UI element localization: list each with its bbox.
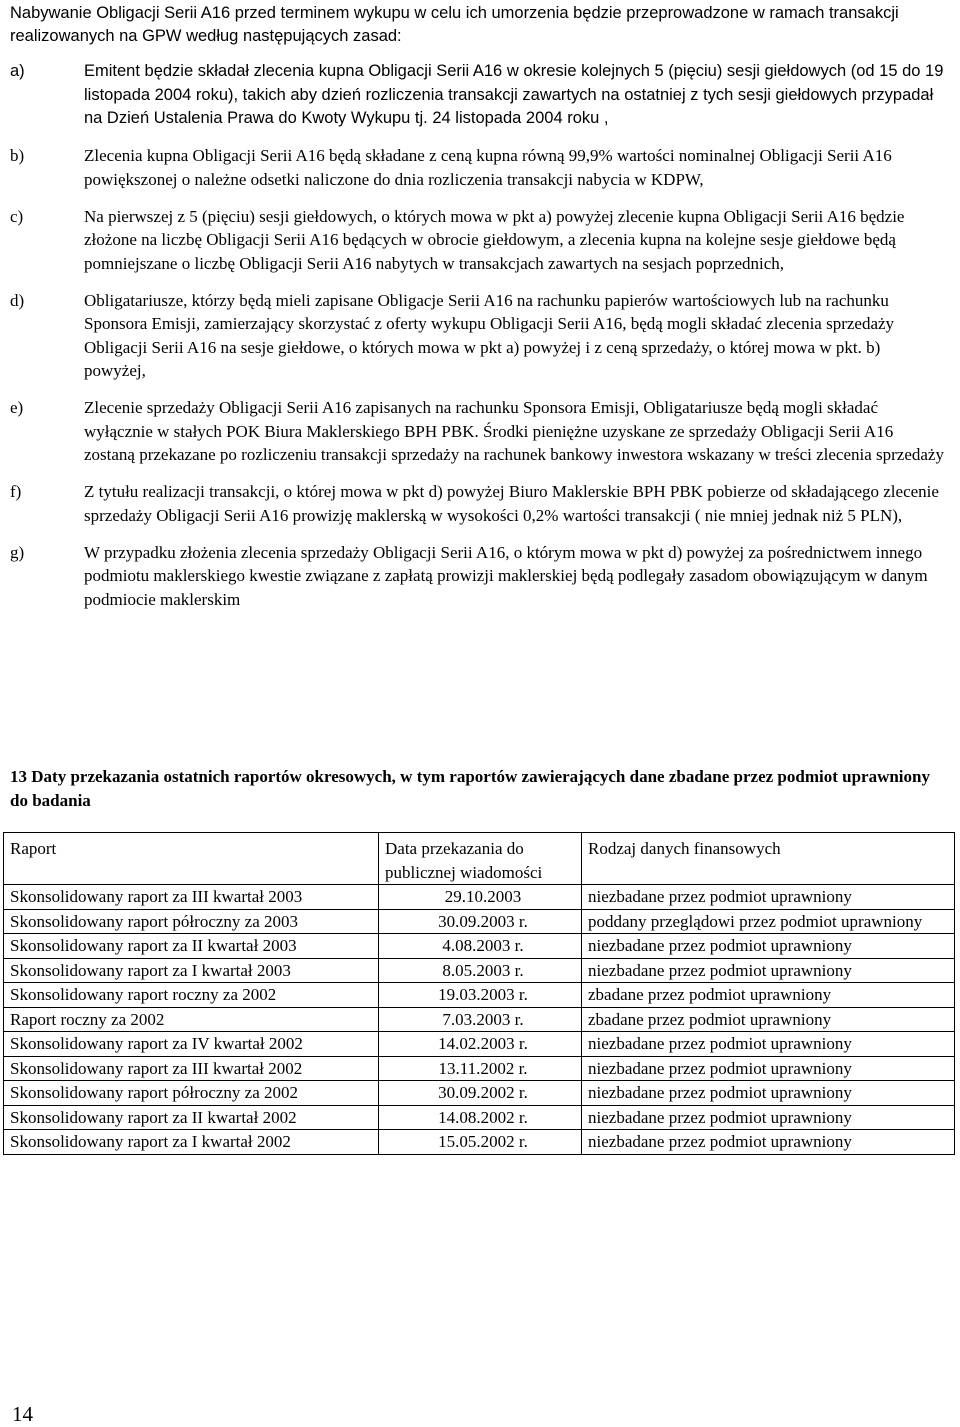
section-heading: 13 Daty przekazania ostatnich raportów okresowych, w tym raportów zawierających dane zbadane przez podmiot uprawniony do badania: [10, 767, 930, 810]
table-cell: 29.10.2003: [379, 885, 582, 910]
table-cell: poddany przeglądowi przez podmiot uprawniony: [582, 909, 955, 934]
table-row: [4, 934, 955, 959]
table-cell: zbadane przez podmiot uprawniony: [582, 1007, 955, 1032]
table-row: [4, 983, 955, 1008]
list-item-text: Obligatariusze, którzy będą mieli zapisane Obligacje Serii A16 na rachunku papierów wartościowych lub na rachunku Sponsora Emisji, zamierzający skorzystać z oferty wykupu Obligacji Serii A16, będą mogli składać zlecenia sprzedaży Obligacji Serii A16 na sesje giełdowe, o których mowa w pkt a) powyżej i z ceną sprzedaży, o której mowa w pkt. b) powyżej,: [84, 290, 895, 380]
table-cell: niezbadane przez podmiot uprawniony: [582, 1105, 955, 1130]
table-cell: 8.05.2003 r.: [379, 958, 582, 983]
table-cell: 15.05.2002 r.: [379, 1130, 582, 1155]
table-cell: niezbadane przez podmiot uprawniony: [582, 1032, 955, 1057]
table-header-cell: Raport: [4, 833, 379, 885]
table-header-cell: Data przekazania do publicznej wiadomości: [379, 833, 582, 885]
list-item-text: Z tytułu realizacji transakcji, o której mowa w pkt d) powyżej Biuro Maklerskie BPH PBK pobierze od składającego zlecenie sprzedaży Obligacji Serii A16 prowizję maklerską w wysokości 0,2% wartości transakcji ( nie mniej jednak niż 5 PLN),: [84, 482, 939, 525]
list-item: [10, 60, 945, 131]
table-cell: Skonsolidowany raport za II kwartał 2002: [4, 1105, 379, 1130]
list-item: [10, 289, 945, 383]
table-cell: niezbadane przez podmiot uprawniony: [582, 1081, 955, 1106]
page-number: 14: [12, 1402, 33, 1426]
list-item: [10, 396, 945, 467]
table-row: [4, 885, 955, 910]
list-item-text: W przypadku złożenia zlecenia sprzedaży Obligacji Serii A16, o którym mowa w pkt d) powyżej za pośrednictwem innego podmiotu maklerskiego kwestie związane z zapłatą prowizji maklerskiej będą podlegały zasadom obowiązującym w danym podmiocie maklerskim: [84, 542, 928, 609]
table-cell: 7.03.2003 r.: [379, 1007, 582, 1032]
list-item-letter: a): [10, 62, 25, 80]
table-cell: 30.09.2003 r.: [379, 909, 582, 934]
table-cell: zbadane przez podmiot uprawniony: [582, 983, 955, 1008]
table-header-cell: Rodzaj danych finansowych: [582, 833, 955, 885]
table-cell: 30.09.2002 r.: [379, 1081, 582, 1106]
list-item-text: Zlecenie sprzedaży Obligacji Serii A16 zapisanych na rachunku Sponsora Emisji, Obligatariusze będą mogli składać wyłącznie w stałych POK Biura Maklerskiego BPH PBK. Środki pieniężne uzyskane ze sprzedaży Obligacji Serii A16 zostaną przekazane po rozliczeniu transakcji sprzedaży na rachunek bankowy inwestora wskazany w treści zlecenia sprzedaży: [84, 398, 944, 464]
list-item: [10, 144, 945, 191]
table-cell: 4.08.2003 r.: [379, 934, 582, 959]
table-row: [4, 1105, 955, 1130]
list-item-letter: g): [10, 542, 25, 562]
list-item-text: Emitent będzie składał zlecenia kupna Obligacji Serii A16 w okresie kolejnych 5 (pięciu) sesji giełdowych (od 15 do 19 listopada 2004 roku), takich aby dzień rozliczenia transakcji zawartych na ostatniej z tych sesji giełdowych przypadał na Dzień Ustalenia Prawa do Kwoty Wykupu tj. 24 listopada 2004 roku ,: [84, 62, 944, 127]
list-item-text: Na pierwszej z 5 (pięciu) sesji giełdowych, o których mowa w pkt a) powyżej zlecenie kupna Obligacji Serii A16 będzie złożone na liczbę Obligacji Serii A16 będących w obrocie giełdowym, a zlecenia kupna na kolejne sesje giełdowe będą pomniejszane o liczbę Obligacji Serii A16 nabytych w transakcjach zawartych na sesjach poprzednich,: [84, 206, 905, 273]
list-item-text: Zlecenia kupna Obligacji Serii A16 będą składane z ceną kupna równą 99,9% wartości nominalnej Obligacji Serii A16 powiększonej o należne odsetki naliczone do dnia rozliczenia transakcji nabycia w KDPW,: [84, 146, 892, 189]
table-cell: niezbadane przez podmiot uprawniony: [582, 1130, 955, 1155]
table-cell: 19.03.2003 r.: [379, 983, 582, 1008]
table-cell: niezbadane przez podmiot uprawniony: [582, 1056, 955, 1081]
table-cell: Skonsolidowany raport roczny za 2002: [4, 983, 379, 1008]
reports-table: [3, 832, 955, 1155]
table-cell: 13.11.2002 r.: [379, 1056, 582, 1081]
table-cell: Skonsolidowany raport za I kwartał 2002: [4, 1130, 379, 1155]
list-item-letter: e): [10, 398, 24, 417]
list-item: [10, 480, 945, 527]
rules-list: [10, 60, 945, 625]
table-cell: niezbadane przez podmiot uprawniony: [582, 934, 955, 959]
list-item: [10, 205, 945, 276]
list-item-letter: b): [10, 146, 25, 165]
table-cell: Skonsolidowany raport za III kwartał 2003: [4, 885, 379, 910]
table-cell: Skonsolidowany raport za III kwartał 2002: [4, 1056, 379, 1081]
table-cell: 14.08.2002 r.: [379, 1105, 582, 1130]
table-cell: Skonsolidowany raport półroczny za 2002: [4, 1081, 379, 1106]
table-row: [4, 909, 955, 934]
table-cell: niezbadane przez podmiot uprawniony: [582, 958, 955, 983]
table-header-row: [4, 833, 955, 885]
table-cell: Raport roczny za 2002: [4, 1007, 379, 1032]
list-item: [10, 541, 945, 612]
table-cell: 14.02.2003 r.: [379, 1032, 582, 1057]
table-row: [4, 1056, 955, 1081]
table-row: [4, 958, 955, 983]
table-cell: Skonsolidowany raport za II kwartał 2003: [4, 934, 379, 959]
table-cell: Skonsolidowany raport za I kwartał 2003: [4, 958, 379, 983]
table-row: [4, 1032, 955, 1057]
list-item-letter: c): [10, 206, 24, 226]
table-row: [4, 1130, 955, 1155]
table-cell: Skonsolidowany raport za IV kwartał 2002: [4, 1032, 379, 1057]
list-item-letter: d): [10, 290, 25, 310]
list-item-letter: f): [10, 482, 22, 501]
intro-paragraph: Nabywanie Obligacji Serii A16 przed terminem wykupu w celu ich umorzenia będzie przeprowadzone w ramach transakcji realizowanych na GPW według następujących zasad:: [10, 4, 899, 45]
table-cell: niezbadane przez podmiot uprawniony: [582, 885, 955, 910]
table-row: [4, 1007, 955, 1032]
table-row: [4, 1081, 955, 1106]
table-cell: Skonsolidowany raport półroczny za 2003: [4, 909, 379, 934]
